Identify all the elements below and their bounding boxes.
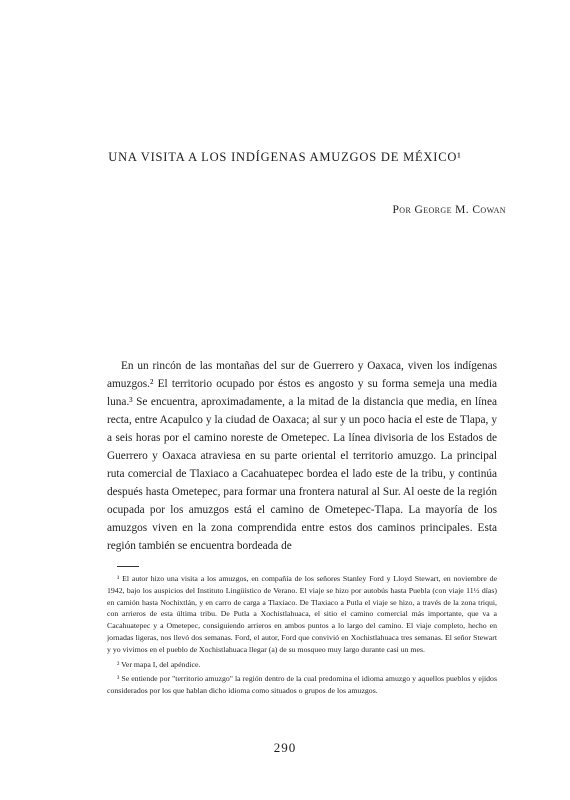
article-title: UNA VISITA A LOS INDÍGENAS AMUZGOS DE MÉXICO¹: [108, 150, 462, 164]
footnote-3: ³ Se entiende por "territorio amuzgo" la región dentro de la cual predomina el idioma amuzgo y aquellos pueblos y ejidos considerados por los que hablan dicho idioma como situados o grupos de los amuzgos.: [107, 674, 497, 696]
footnote-1: ¹ El autor hizo una visita a los amuzgos, en compañía de los señores Stanley Ford y Lloyd Stewart, en noviembre de 1942, bajo los auspicios del Instituto Lingüístico de Verano. El viaje se hizo por autobús hasta Puebla (con viaje 11½ días) en camión hasta Nochixtlán, y en carro de carga a Tlaxiaco. De Tlaxiaco a Putla el viaje se hizo, a través de la zona triqui, con arrieros de esta última tribu. De Putla a Xochistlahuaca, el sitio el camino comercial más importante, que va a Cacahuatepec y a Ometepec, consiguiendo arrieros en ambos puntos a lo largo del camino. El viaje completo, hecho en jornadas ligeras, nos llevó dos semanas. Ford, el autor, Ford que convivió en Xochistlahuaca tres semanas. El señor Stewart y yo vivimos en el pueblo de Xochistlahuaca llegar (a) de su mosqueo muy largo durante casi un mes.: [107, 574, 497, 654]
page-number: 290: [273, 740, 297, 755]
body-paragraph: En un rincón de las montañas del sur de Guerrero y Oaxaca, viven los indígenas amuzgos.² El territorio ocupado por éstos es angosto y su forma semeja una media luna.³ Se encuentra, aproximadamente, a la mitad de la distancia que media, en línea recta, entre Acapulco y la ciudad de Oaxaca; al sur y un poco hacia el este de Tlapa, y a seis horas por el camino noreste de Ometepec. La línea divisoria de los Estados de Guerrero y Oaxaca atraviesa en su parte oriental el territorio amuzgo. La principal ruta comercial de Tlaxiaco a Cacahuatepec bordea el lado este de la tribu, y continúa después hasta Ometepec, para formar una frontera natural al Sur. Al oeste de la región ocupada por los amuzgos está el camino de Ometepec-Tlapa. La mayoría de los amuzgos viven en la zona comprendida entre estos dos caminos principales. Esta región también se encuentra bordeada de: [107, 360, 497, 552]
footnotes-block: [107, 573, 497, 700]
footnote-divider: [117, 566, 139, 567]
article-author: Por George M. Cowan: [392, 204, 506, 216]
footnote-2: ² Ver mapa I, del apéndice.: [117, 659, 201, 669]
